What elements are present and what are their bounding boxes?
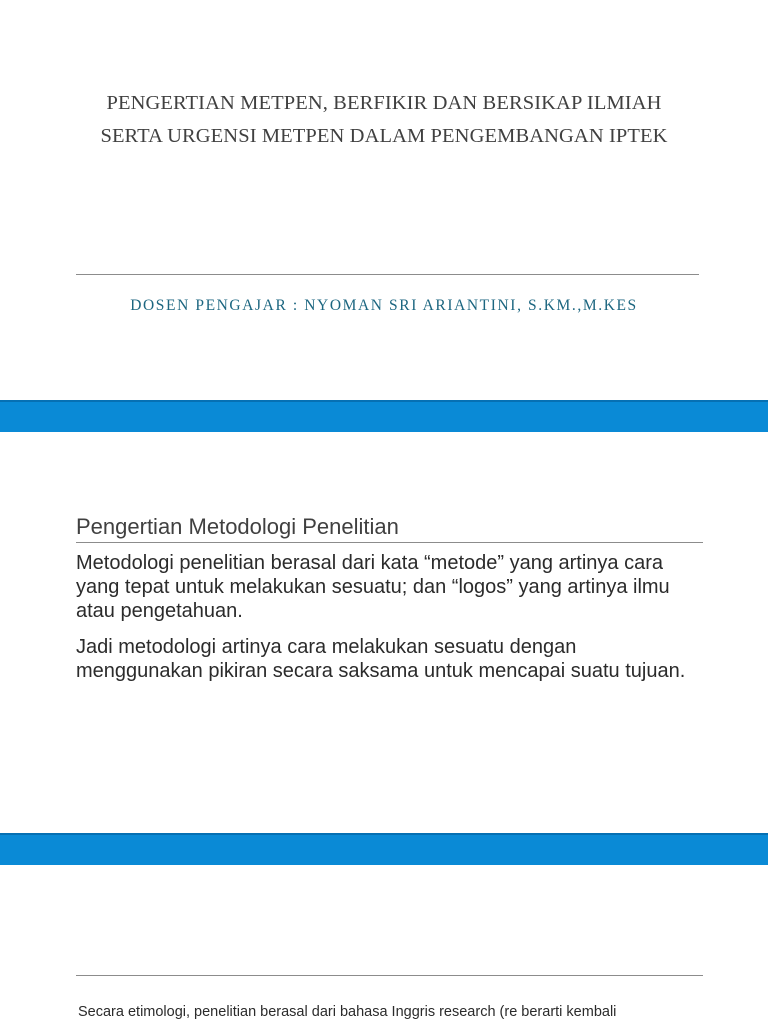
etymology-paragraph: Secara etimologi, penelitian berasal dari bahasa Inggris research (re berarti kembali [78,1004,617,1020]
heading-divider [76,975,703,976]
conclusion-paragraph: Jadi metodologi artinya cara melakukan sesuatu dengan menggunakan pikiran secara saksama untuk mencapai suatu tujuan. [76,636,686,682]
slide-separator [0,833,768,865]
title-divider [76,274,699,275]
slide-separator [0,400,768,432]
separator-edge [0,400,768,402]
lecturer-subtitle: DOSEN PENGAJAR : NYOMAN SRI ARIANTINI, S.KM.,M.KES [130,297,638,314]
slide-title-line-1: PENGERTIAN METPEN, BERFIKIR DAN BERSIKAP ILMIAH [106,92,662,114]
heading-divider [76,542,703,543]
definition-paragraph: Metodologi penelitian berasal dari kata “metode” yang artinya cara yang tepat untuk melakukan sesuatu; dan “logos” yang artinya ilmu atau pengetahuan. [76,552,670,622]
separator-edge [0,833,768,835]
etymology-slide [0,865,768,1024]
slide-heading: Pengertian Metodologi Penelitian [76,514,399,539]
slide-title-line-2: SERTA URGENSI METPEN DALAM PENGEMBANGAN IPTEK [100,125,668,147]
definition-slide [0,432,768,832]
title-slide [0,0,768,400]
